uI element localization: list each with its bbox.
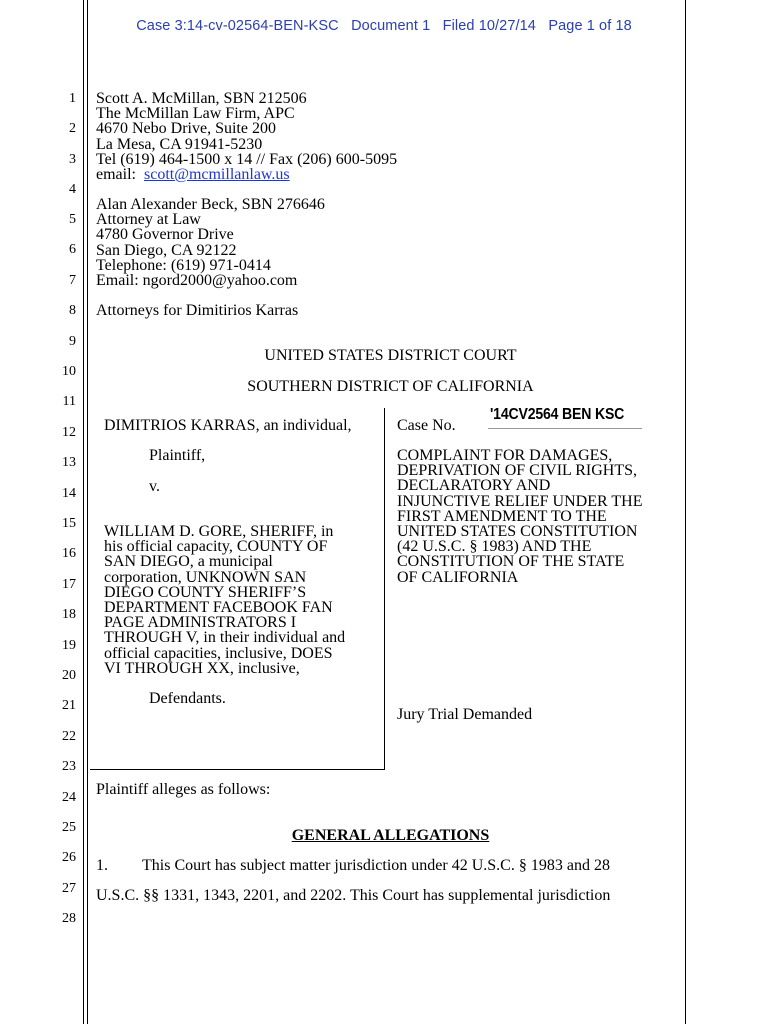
page-indicator: Page 1 of 18: [548, 18, 632, 34]
phone-fax-line: Tel (619) 464-1500 x 14 // Fax (206) 600-5095: [96, 150, 398, 168]
attorney-name: Scott A. McMillan, SBN 212506: [96, 90, 307, 107]
paragraph-text-line: U.S.C. §§ 1331, 1343, 2201, and 2202. This Court has supplemental jurisdiction: [96, 887, 611, 904]
intro-line: Plaintiff alleges as follows:: [96, 781, 271, 798]
plaintiff-name: DIMITRIOS KARRAS, an individual,: [104, 417, 352, 434]
line-number: 1: [69, 91, 76, 106]
defendants-line: DIEGO COUNTY SHERIFF’S: [104, 583, 307, 601]
caption-horizontal-divider: [90, 769, 385, 770]
line-number: 16: [62, 546, 76, 561]
court-name: UNITED STATES DISTRICT COURT: [264, 347, 517, 364]
filing-stamp-header: [0, 18, 768, 34]
phone-line: Telephone: (619) 971-0414: [96, 256, 271, 274]
versus: v.: [149, 478, 160, 495]
line-number: 19: [62, 638, 76, 653]
right-margin-rule: [685, 0, 686, 1024]
complaint-title-line: DECLARATORY AND: [397, 477, 551, 495]
line-number: 12: [62, 425, 76, 440]
defendants-line: PAGE ADMINISTRATORS I: [104, 614, 297, 632]
line-number: 20: [62, 668, 76, 683]
line-number: 6: [69, 242, 76, 257]
line-number: 17: [62, 577, 76, 592]
line-number: 3: [69, 152, 76, 167]
law-firm-name: The McMillan Law Firm, APC: [96, 105, 295, 123]
complaint-title-line: CONSTITUTION OF THE STATE: [397, 553, 625, 571]
email-line: [96, 167, 397, 182]
document-number: Document 1: [351, 18, 431, 34]
line-number: 22: [62, 729, 76, 744]
line-number: 24: [62, 790, 76, 805]
defendants-line: DEPARTMENT FACEBOOK FAN: [104, 599, 333, 617]
line-number: 15: [62, 516, 76, 531]
line-number: 27: [62, 881, 76, 896]
filed-date: Filed 10/27/14: [442, 18, 536, 34]
defendants-label: Defendants.: [149, 690, 226, 707]
line-number: 26: [62, 850, 76, 865]
line-number: 18: [62, 607, 76, 622]
complaint-title-line: COMPLAINT FOR DAMAGES,: [397, 447, 613, 464]
left-margin-rule-inner: [87, 0, 88, 1024]
line-number: 4: [69, 182, 76, 197]
line-number: 10: [62, 364, 76, 379]
jury-demand: Jury Trial Demanded: [397, 706, 533, 723]
email-line: Email: ngord2000@yahoo.com: [96, 272, 298, 290]
email-link[interactable]: scott@mcmillanlaw.us: [143, 166, 290, 184]
complaint-title-line: UNITED STATES CONSTITUTION: [397, 523, 638, 541]
complaint-title-line: (42 U.S.C. § 1983) AND THE: [397, 538, 592, 556]
complaint-title-line: FIRST AMENDMENT TO THE: [397, 507, 607, 525]
address-line-1: 4780 Governor Drive: [96, 226, 234, 244]
defendants-line: corporation, UNKNOWN SAN: [104, 568, 307, 586]
line-number: 5: [69, 212, 76, 227]
caption-vertical-divider: [384, 408, 385, 770]
line-number: 23: [62, 759, 76, 774]
complaint-title-line: OF CALIFORNIA: [397, 568, 519, 586]
line-number: 28: [62, 911, 76, 926]
defendants-line: his official capacity, COUNTY OF: [104, 538, 328, 556]
defendants-line: official capacities, inclusive, DOES: [104, 644, 333, 662]
line-number: 25: [62, 820, 76, 835]
address-line-1: 4670 Nebo Drive, Suite 200: [96, 120, 276, 138]
defendants-line: WILLIAM D. GORE, SHERIFF, in: [104, 523, 334, 540]
court-district: SOUTHERN DISTRICT OF CALIFORNIA: [247, 378, 534, 395]
line-number: 13: [62, 455, 76, 470]
attorney-title: Attorney at Law: [96, 211, 201, 229]
email-label: email:: [96, 166, 136, 184]
plaintiff-label: Plaintiff,: [149, 447, 206, 464]
defendants-line: VI THROUGH XX, inclusive,: [104, 659, 300, 677]
counsel-block-secondary: [96, 197, 325, 288]
defendants-line: SAN DIEGO, a municipal: [104, 553, 273, 571]
case-number-underline: [488, 428, 642, 429]
line-number: 2: [69, 121, 76, 136]
line-number: 8: [69, 303, 76, 318]
complaint-title: [397, 448, 642, 585]
line-number: 9: [69, 334, 76, 349]
line-number: 11: [62, 394, 76, 409]
complaint-title-line: INJUNCTIVE RELIEF UNDER THE: [397, 492, 643, 510]
attorneys-for-line: Attorneys for Dimitirios Karras: [96, 302, 299, 319]
line-number: 14: [62, 486, 76, 501]
defendants-line: THROUGH V, in their individual and: [104, 629, 346, 647]
address-line-2: La Mesa, CA 91941-5230: [96, 135, 263, 153]
line-number: 7: [69, 273, 76, 288]
complaint-title-line: DEPRIVATION OF CIVIL RIGHTS,: [397, 462, 638, 480]
defendants-list: [104, 524, 345, 676]
case-reference: Case 3:14-cv-02564-BEN-KSC: [136, 18, 339, 34]
case-number-stamp: '14CV2564 BEN KSC: [490, 406, 625, 423]
paragraph-text-line: This Court has subject matter jurisdiction under 42 U.S.C. § 1983 and 28: [142, 857, 610, 874]
case-number-label: Case No.: [397, 417, 456, 434]
counsel-block-primary: [96, 91, 397, 182]
attorney-name: Alan Alexander Beck, SBN 276646: [96, 196, 325, 213]
left-margin-rule-outer: [83, 0, 84, 1024]
line-number: 21: [62, 698, 76, 713]
section-heading: GENERAL ALLEGATIONS: [291, 827, 490, 844]
address-line-2: San Diego, CA 92122: [96, 241, 237, 259]
paragraph-number: 1.: [96, 857, 108, 874]
